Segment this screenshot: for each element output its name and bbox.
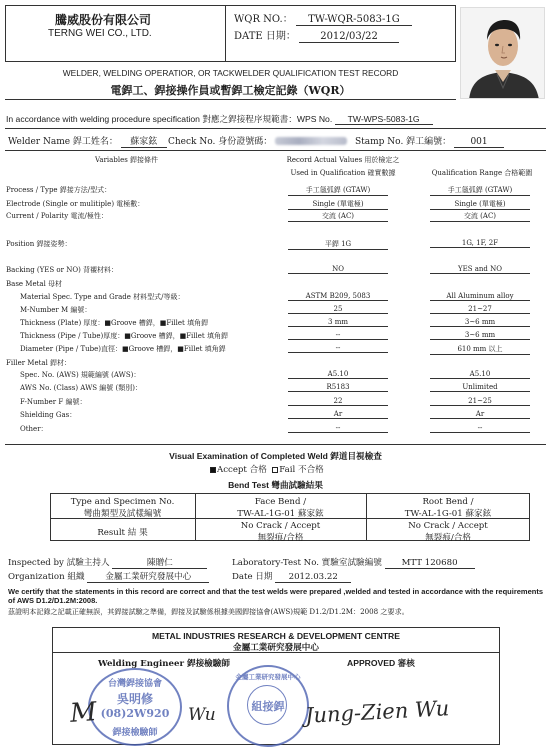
- face-bend-specimen: TW-AL-1G-01 蘇家鉉: [237, 509, 324, 519]
- stamp1-name-text: 吳明修: [116, 692, 153, 706]
- welding-society-stamp: [88, 668, 182, 746]
- range-value: All Aluminum alloy: [430, 292, 530, 301]
- face-bend-header: Face Bend /: [254, 497, 307, 507]
- inspection-date-value: 2012.03.22: [275, 572, 351, 583]
- actual-value: Single (單電極): [288, 199, 388, 210]
- accept-label: Accept 合格: [217, 465, 267, 475]
- lab-test-no: [232, 556, 475, 569]
- certify-en: We certify that the statements in this record are correct and that the test welds were prepared ,welded and tested in accordance with the requirements of AWS D1.2/D1.2M:2008.: [8, 587, 544, 605]
- fail-label: Fail 不合格: [279, 465, 324, 475]
- welder-name-value: 蘇家鉉: [121, 134, 167, 148]
- stamp-no-label: Stamp No. 銲工編號：: [355, 137, 452, 147]
- root-bend-specimen: TW-AL-1G-01 蘇家鉉: [404, 509, 492, 519]
- actual-value: 3 mm: [288, 318, 388, 327]
- root-result: No Crack / Accept: [408, 521, 488, 531]
- company-name-en: TERNG WEI CO., LTD.: [48, 28, 152, 39]
- range-value: --: [430, 424, 530, 433]
- face-result-zh: 無裂痕/合格: [257, 533, 304, 543]
- actual-header-2: Used in Qualification 確實數據: [290, 169, 396, 177]
- range-value: A5.10: [430, 370, 530, 379]
- range-value: 21~27: [430, 305, 530, 314]
- variable-label: Thickness (Plate) 厚度：■Groove 槽銲，■Fillet 填角銲: [20, 319, 209, 327]
- check-no-label: Check No. 身份證號碼：: [168, 137, 273, 147]
- accept-checkbox[interactable]: [210, 467, 216, 473]
- root-result-zh: 無裂痕/合格: [425, 533, 471, 543]
- approved-label: APPROVED 審核: [347, 658, 415, 668]
- welder-name: [8, 134, 167, 148]
- wqr-no-value: TW-WQR-5083-1G: [296, 14, 412, 26]
- bend-col1-header: Type and Specimen No.: [70, 497, 175, 507]
- actual-value: --: [288, 331, 388, 340]
- variable-label: Position 銲接姿勢：: [6, 240, 72, 248]
- title-bottom-rule: [5, 99, 456, 100]
- actual-value: --: [288, 424, 388, 433]
- stamp1-number-text: (08)2W920: [100, 707, 170, 720]
- range-value: 交流 (AC): [430, 211, 530, 222]
- inspection-date-label: Date 日期: [232, 572, 273, 582]
- stamp1-bottom-text: 銲接檢驗師: [112, 728, 158, 738]
- actual-value: Ar: [288, 410, 388, 419]
- actual-value: 25: [288, 305, 388, 314]
- variable-label: Material Spec. Type and Grade 材料型式/等級：: [20, 293, 185, 301]
- actual-value: 交流 (AC): [288, 211, 388, 222]
- variable-label: Backing (YES or NO) 背襯材料：: [6, 266, 119, 274]
- lab-label: Laboratory-Test No. 實驗室試驗編號: [232, 558, 382, 568]
- org-value: 金屬工業研究發展中心: [87, 570, 209, 583]
- variable-label: Spec. No. (AWS) 規範編號 (AWS)：: [20, 371, 141, 379]
- root-bend-header: Root Bend /: [422, 497, 474, 507]
- result-label: Result 結 果: [97, 528, 148, 538]
- bend-title: Bend Test 彎曲試驗結果: [228, 480, 323, 490]
- welder-name-label: Welder Name 銲工姓名：: [8, 137, 118, 147]
- variable-label: Diameter (Pipe / Tube)直徑：■Groove 槽銲，■Fillet 填角銲: [20, 345, 226, 353]
- actual-value: NO: [288, 265, 388, 274]
- variable-label: Process / Type 銲接方法/型式：: [6, 186, 112, 194]
- engineer-label: Welding Engineer 銲接檢驗師: [98, 659, 230, 669]
- org-label: Organization 組織: [8, 572, 85, 582]
- actual-value: 平銲 1G: [288, 239, 388, 250]
- title-en: WELDER, WELDING OPERATIOR, OR TACKWELDER QUALIFICATION TEST RECORD: [62, 68, 399, 78]
- variable-label: M-Number M 編號：: [20, 306, 92, 314]
- visual-title: Visual Examination of Completed Weld 銲道目視檢查: [169, 451, 382, 461]
- range-value: YES and NO: [430, 265, 530, 274]
- range-value: 手工氬弧銲 (GTAW): [430, 185, 530, 196]
- wqr-date-label: DATE 日期：: [234, 31, 296, 42]
- visual-top-rule: [5, 444, 546, 445]
- welder-portrait-image: [461, 8, 545, 99]
- variable-label: Electrode (Single or mulitiple) 電極數：: [6, 200, 145, 208]
- range-header: Qualification Range 合格範圍: [431, 169, 533, 177]
- inspection-date: [232, 570, 351, 583]
- wqr-date: [234, 27, 399, 43]
- range-value: 21~25: [430, 397, 530, 406]
- mirdc-name-zh: 金屬工業研究發展中心: [233, 643, 319, 653]
- variable-label: AWS No. (Class) AWS 編號 (類別)：: [20, 384, 142, 392]
- variable-label: F-Number F 編號：: [20, 398, 87, 406]
- vars-header: Variables 銲接條件: [95, 156, 159, 164]
- inspected-label: Inspected by 試驗主持人: [8, 558, 110, 568]
- inspected-value: 陳贈仁: [112, 556, 207, 569]
- organization: [8, 570, 209, 583]
- stamp1-top-text: 台灣銲接協會: [107, 679, 162, 689]
- range-value: Ar: [430, 410, 530, 419]
- range-value: 610 mm 以上: [430, 344, 530, 355]
- stamp-no-value: 001: [454, 137, 504, 148]
- variable-label: Shielding Gas：: [20, 411, 77, 419]
- variable-label: Thickness (Pipe / Tube)厚度：■Groove 槽銲，■Fillet 填角銲: [20, 332, 228, 340]
- wps-line: [6, 113, 433, 125]
- variable-label: Base Metal 母材: [6, 280, 63, 288]
- wqr-no-label: WQR NO.：: [234, 14, 293, 25]
- title-zh: 電銲工、銲接操作員或暫銲工檢定記錄（WQR）: [110, 84, 351, 97]
- range-value: Single (單電極): [430, 199, 530, 210]
- bend-col1-header-zh: 彎曲類型及試樣編號: [83, 509, 162, 519]
- fail-checkbox[interactable]: [272, 467, 278, 473]
- variable-label: Current / Polarity 電流/極性：: [6, 212, 108, 220]
- mirdc-name-en: METAL INDUSTRIES RESEARCH & DEVELOPMENT CENTRE: [152, 631, 400, 641]
- wqr-date-value: 2012/03/22: [299, 31, 399, 43]
- actual-value: R5183: [288, 383, 388, 392]
- stamp2-ring-text: 金屬工業研究發展中心: [235, 673, 301, 681]
- actual-header: Record Actual Values 用於檢定之: [286, 156, 400, 164]
- welder-photo: [460, 7, 545, 99]
- variable-label: Filler Metal 銲材：: [6, 359, 72, 367]
- check-no: [168, 134, 347, 147]
- check-no-redacted: [275, 137, 347, 145]
- actual-value: A5.10: [288, 370, 388, 379]
- range-value: 1G, 1F, 2F: [430, 239, 530, 248]
- range-value: 3~6 mm: [430, 318, 530, 327]
- engineer-signature-tail: Wu: [188, 705, 216, 725]
- header-divider: [225, 5, 226, 62]
- certify-zh: 茲證明本記錄之記載正確無誤，其銲接試驗之準備，銲接及試驗係根據美國銲接協會(AWS)規範 D1.2/D1.2M：2008 之要求。: [8, 607, 409, 616]
- stamp2-center-text: 組接銲: [251, 700, 285, 713]
- wps-label: In accordance with welding procedure specification 對應之銲接程序規範書：WPS No.: [6, 114, 333, 124]
- actual-value: 手工氬弧銲 (GTAW): [288, 185, 388, 196]
- engineer-signature: M: [68, 697, 98, 729]
- lab-value: MTT 120680: [385, 558, 475, 569]
- visual-options: [210, 463, 324, 475]
- stamp-no: [355, 134, 504, 148]
- actual-value: 22: [288, 397, 388, 406]
- range-value: 3~6 mm: [430, 331, 530, 340]
- face-result: No Crack / Accept: [240, 521, 321, 531]
- actual-value: ASTM B209, 5083: [288, 292, 388, 301]
- inspected-by: [8, 556, 207, 569]
- mirdc-round-stamp: [227, 665, 309, 747]
- company-name-zh: 騰威股份有限公司: [55, 13, 152, 27]
- approver-signature: Jung-Zien Wu: [304, 696, 450, 728]
- range-value: Unlimited: [430, 383, 530, 392]
- actual-value: --: [288, 344, 388, 353]
- variable-label: Other：: [20, 425, 48, 433]
- wqr-no: [234, 10, 412, 26]
- wps-value: TW-WPS-5083-1G: [335, 114, 433, 125]
